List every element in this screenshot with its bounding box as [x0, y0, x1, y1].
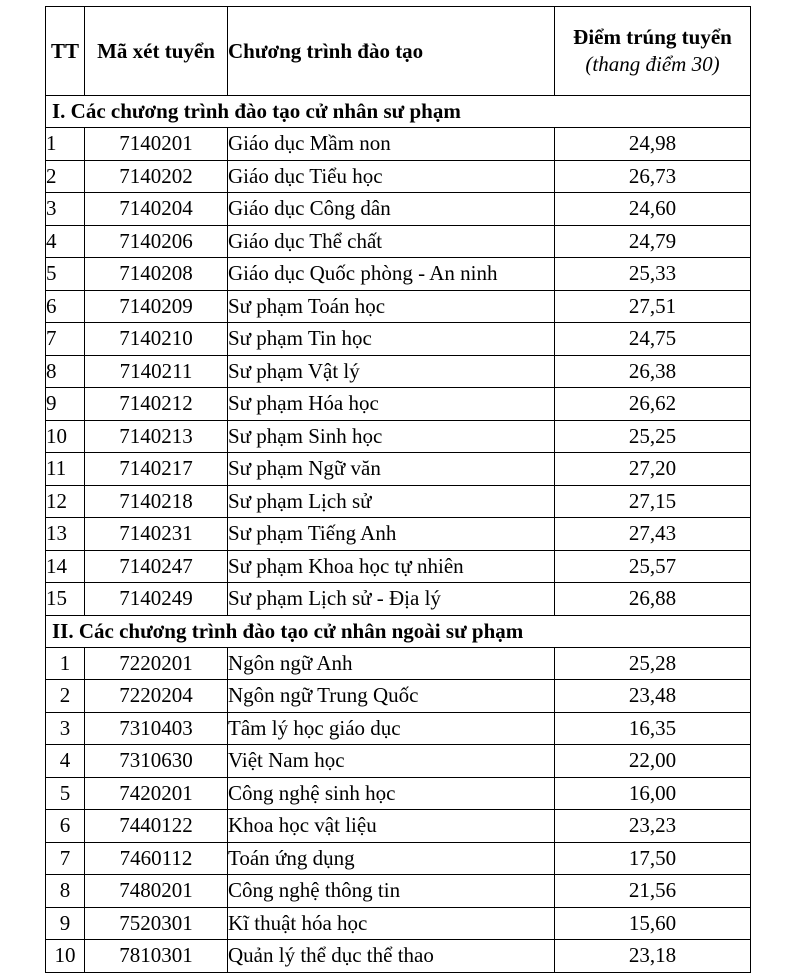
row-number: 5 — [46, 777, 85, 810]
table-row — [46, 875, 751, 908]
table-row — [46, 712, 751, 745]
row-number: 12 — [46, 485, 85, 518]
row-number: 4 — [46, 225, 85, 258]
admission-score: 25,25 — [555, 420, 751, 453]
admission-score: 15,60 — [555, 907, 751, 940]
row-number: 2 — [46, 680, 85, 713]
table-header-row — [46, 7, 751, 96]
program-name: Sư phạm Lịch sử — [228, 485, 555, 518]
admission-score: 25,57 — [555, 550, 751, 583]
admission-score: 16,35 — [555, 712, 751, 745]
program-name: Việt Nam học — [228, 745, 555, 778]
admission-score: 27,15 — [555, 485, 751, 518]
table-row — [46, 518, 751, 551]
program-name: Sư phạm Hóa học — [228, 388, 555, 421]
program-name: Giáo dục Quốc phòng - An ninh — [228, 258, 555, 291]
row-number: 1 — [46, 128, 85, 161]
section-header-row — [46, 615, 751, 647]
admission-score: 23,23 — [555, 810, 751, 843]
admission-score: 17,50 — [555, 842, 751, 875]
row-number: 4 — [46, 745, 85, 778]
admission-score: 26,62 — [555, 388, 751, 421]
program-name: Giáo dục Tiểu học — [228, 160, 555, 193]
admission-score: 25,28 — [555, 647, 751, 680]
row-number: 10 — [46, 940, 85, 973]
header-code: Mã xét tuyển — [85, 7, 228, 96]
section-title: II. Các chương trình đào tạo cử nhân ngoài sư phạm — [46, 615, 751, 647]
admission-score: 22,00 — [555, 745, 751, 778]
program-name: Sư phạm Lịch sử - Địa lý — [228, 583, 555, 616]
admission-code: 7440122 — [85, 810, 228, 843]
row-number: 13 — [46, 518, 85, 551]
program-name: Công nghệ thông tin — [228, 875, 555, 908]
row-number: 14 — [46, 550, 85, 583]
row-number: 8 — [46, 355, 85, 388]
section-title: I. Các chương trình đào tạo cử nhân sư phạm — [46, 96, 751, 128]
row-number: 3 — [46, 193, 85, 226]
table-row — [46, 745, 751, 778]
row-number: 5 — [46, 258, 85, 291]
admission-code: 7140210 — [85, 323, 228, 356]
table-row — [46, 485, 751, 518]
admission-code: 7140247 — [85, 550, 228, 583]
table-row — [46, 907, 751, 940]
admission-score: 25,33 — [555, 258, 751, 291]
table-row — [46, 225, 751, 258]
admission-code: 7140212 — [85, 388, 228, 421]
table-body — [46, 96, 751, 973]
program-name: Sư phạm Tin học — [228, 323, 555, 356]
row-number: 9 — [46, 907, 85, 940]
row-number: 11 — [46, 453, 85, 486]
admission-score-table — [45, 6, 751, 973]
table-row — [46, 258, 751, 291]
table-row — [46, 420, 751, 453]
admission-score: 24,98 — [555, 128, 751, 161]
program-name: Sư phạm Khoa học tự nhiên — [228, 550, 555, 583]
admission-score: 26,38 — [555, 355, 751, 388]
admission-score: 23,48 — [555, 680, 751, 713]
row-number: 10 — [46, 420, 85, 453]
program-name: Sư phạm Ngữ văn — [228, 453, 555, 486]
admission-score: 26,73 — [555, 160, 751, 193]
table-row — [46, 647, 751, 680]
admission-score: 26,88 — [555, 583, 751, 616]
admission-score: 27,43 — [555, 518, 751, 551]
admission-code: 7140218 — [85, 485, 228, 518]
admission-score: 27,51 — [555, 290, 751, 323]
program-name: Kĩ thuật hóa học — [228, 907, 555, 940]
table-row — [46, 680, 751, 713]
admission-code: 7140213 — [85, 420, 228, 453]
table-row — [46, 193, 751, 226]
admission-code: 7810301 — [85, 940, 228, 973]
table-row — [46, 128, 751, 161]
admission-code: 7140201 — [85, 128, 228, 161]
admission-code: 7140231 — [85, 518, 228, 551]
program-name: Giáo dục Mầm non — [228, 128, 555, 161]
table-row — [46, 323, 751, 356]
table-row — [46, 583, 751, 616]
row-number: 3 — [46, 712, 85, 745]
row-number: 15 — [46, 583, 85, 616]
admission-code: 7220204 — [85, 680, 228, 713]
program-name: Ngôn ngữ Anh — [228, 647, 555, 680]
program-name: Sư phạm Vật lý — [228, 355, 555, 388]
program-name: Giáo dục Công dân — [228, 193, 555, 226]
row-number: 1 — [46, 647, 85, 680]
program-name: Quản lý thể dục thể thao — [228, 940, 555, 973]
admission-code: 7480201 — [85, 875, 228, 908]
admission-code: 7140249 — [85, 583, 228, 616]
header-score — [555, 7, 751, 96]
table-row — [46, 940, 751, 973]
row-number: 9 — [46, 388, 85, 421]
header-score-scale: (thang điểm 30) — [585, 52, 720, 76]
table-row — [46, 550, 751, 583]
admission-score: 23,18 — [555, 940, 751, 973]
table-row — [46, 160, 751, 193]
admission-code: 7140206 — [85, 225, 228, 258]
program-name: Sư phạm Toán học — [228, 290, 555, 323]
table-row — [46, 453, 751, 486]
table-row — [46, 355, 751, 388]
admission-code: 7140208 — [85, 258, 228, 291]
program-name: Tâm lý học giáo dục — [228, 712, 555, 745]
header-program: Chương trình đào tạo — [228, 7, 555, 96]
table-row — [46, 842, 751, 875]
header-tt: TT — [46, 7, 85, 96]
row-number: 2 — [46, 160, 85, 193]
section-header-row — [46, 96, 751, 128]
admission-score: 16,00 — [555, 777, 751, 810]
admission-code: 7310403 — [85, 712, 228, 745]
admission-score: 27,20 — [555, 453, 751, 486]
admission-code: 7140211 — [85, 355, 228, 388]
row-number: 7 — [46, 323, 85, 356]
admission-score: 24,75 — [555, 323, 751, 356]
program-name: Giáo dục Thể chất — [228, 225, 555, 258]
program-name: Toán ứng dụng — [228, 842, 555, 875]
admission-code: 7140217 — [85, 453, 228, 486]
admission-code: 7310630 — [85, 745, 228, 778]
program-name: Ngôn ngữ Trung Quốc — [228, 680, 555, 713]
table-row — [46, 290, 751, 323]
admission-code: 7460112 — [85, 842, 228, 875]
admission-score: 24,79 — [555, 225, 751, 258]
row-number: 8 — [46, 875, 85, 908]
row-number: 7 — [46, 842, 85, 875]
admission-code: 7140204 — [85, 193, 228, 226]
program-name: Công nghệ sinh học — [228, 777, 555, 810]
table-row — [46, 810, 751, 843]
row-number: 6 — [46, 810, 85, 843]
admission-score: 21,56 — [555, 875, 751, 908]
admission-code: 7140202 — [85, 160, 228, 193]
admission-code: 7140209 — [85, 290, 228, 323]
admission-code: 7220201 — [85, 647, 228, 680]
row-number: 6 — [46, 290, 85, 323]
admission-code: 7420201 — [85, 777, 228, 810]
admission-code: 7520301 — [85, 907, 228, 940]
admission-score: 24,60 — [555, 193, 751, 226]
table-row — [46, 777, 751, 810]
table-row — [46, 388, 751, 421]
header-score-title: Điểm trúng tuyển — [573, 25, 732, 49]
program-name: Sư phạm Sinh học — [228, 420, 555, 453]
program-name: Sư phạm Tiếng Anh — [228, 518, 555, 551]
program-name: Khoa học vật liệu — [228, 810, 555, 843]
